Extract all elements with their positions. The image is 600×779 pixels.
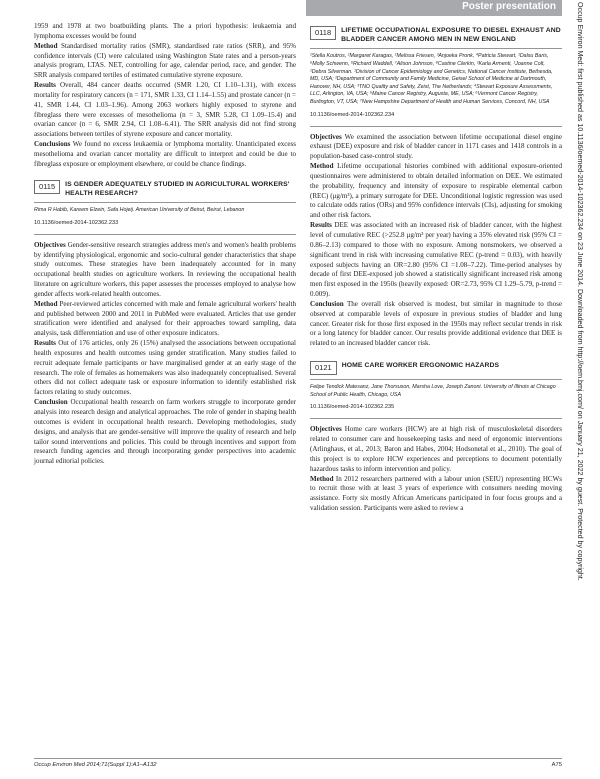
copyright-sidebar	[573, 2, 585, 770]
method-paragraph: Method Standardised mortality ratios (SMR), standardised rate ratios (SRR), and 95% confidence intervals (CI) were calculated using Washington State rates and a person-years analysis program, LTAS. NET, controlling for age, calendar period, race, and gender. The SRR analysis compared tertiles of estimated cumulative styrene exposure.	[34, 41, 296, 80]
footer-journal: Occup Environ Med 2014;71(Suppl 1):A1–A132	[34, 762, 157, 768]
results-paragraph: Results Out of 176 articles, only 26 (15%) analysed the associations between occupational health exposures and health outcomes using gender stratification. Many studies failed to recruit adequate female participants or have marginalised gender at an early stage of the research. The role of females as homemakers was also inadequately conceptualised. Several others did not collect adequate task or exposure information to identify established risk factors relating to study outcomes.	[34, 339, 296, 397]
title-rule	[34, 202, 296, 203]
sidebar-text: Occup Environ Med: first published as 10.1136/oemed-2014-102362.234 on 23 June 2014. Downloaded from http://oem.bmj.com/ on January 21, 2022 by guest. Protected by copyright.	[576, 2, 584, 581]
left-column	[34, 22, 296, 467]
doi-rule	[310, 418, 562, 419]
intro-text: 1959 and 1978 at two boatbuilding plants. The a priori hypothesis: leukaemia and lymphoma excesses would be found	[34, 22, 296, 40]
abstract-authors: Felipe Tendick Matesanz, Jane Thorsuson, Marsha Love, Joseph Zanoni. University of Illinois at Chicago School of Public Health, Chicago, USA	[310, 384, 556, 398]
objectives-paragraph: Objectives We examined the association between lifetime occupational diesel engine exhaust (DEE) exposure and risk of bladder cancer in 1171 cases and 1418 controls in a population-based case-control study.	[310, 132, 562, 161]
doi-rule	[310, 126, 562, 127]
doi-rule	[34, 234, 296, 235]
results-paragraph: Results DEE was associated with an increased risk of bladder cancer, with the highest level of cumulative REC (>252.8 μg/m³ per year) having a 35% elevated risk (95% CI = 0.86–2.13) compared to those with no exposure. Among nonsmokers, we observed a significant trend in risk with increasing cumulative REC (p-trend = 0.03), with heavily exposed subjects having an OR=2.80 (95% CI =1.08–7.22). Time-period analyses by decade of first DEE-exposed job showed a statistically significant increased risk among men first exposed in the 1950s (heavily exposed: OR=2.73, 95% CI 1.29–5.79, p-trend = 0.009).	[310, 221, 563, 299]
abstract-0118-heading	[310, 26, 562, 44]
title-rule	[310, 379, 562, 380]
method-paragraph: Method In 2012 researchers partnered with a labour union (SEIU) representing HCWs to recruit those with at least 3 years of experience with consumers needing moving assistance. Forty six mostly African Americans participated in four focus groups and a validation session. Participants were asked to review a	[310, 474, 563, 513]
conclusion-paragraph: Conclusion Occupational health research on farm workers struggle to incorporate gender analysis into research design and analytical approaches. The role of gender in shaping health outcomes is evident in occupational health research. Developing methodologies, study designs, and analysis that are gender-sensitive will improve the quality of research and help tailor sound interventions and policies. This could be through incentives and support from research funding agencies and through incorporating gender perspectives into academic journal editorial policies.	[34, 398, 296, 466]
abstract-doi: 10.1136/oemed-2014-102362.235	[310, 404, 395, 411]
abstract-doi: 10.1136/oemed-2014-102362.234	[310, 111, 395, 118]
abstract-authors: ¹Stella Koutros, ²Margaret Karagas, ¹Melissa Friesen, ³Anjoeka Pronk, ⁴Patricia Stewart, ¹Dalsu Baris, ⁵Molly Schwenn, ⁶Richard Waddell, ⁷Alison Johnson, ⁸Castine Clerkin, ²Karla Armenti, ¹Joanne Colt, ¹Debra Silverman. ¹Division of Cancer Epidemiology and Genetics, National Cancer Institute, Bethesda, MD, USA; ²Department of Community and Family Medicine, Geisel School of Medicine at Dartmouth, Hanover, NH, USA; ³TNO Quality and Safety, Zeist, The Netherlands; ⁴Stewart Exposure Assessments, LLC, Arlington, VA, USA; ⁵Maine Cancer Registry, Augusta, ME, USA; ⁶Vermont Cancer Registry, Burlington, VT, USA; ⁷New Hampshire Department of Health and Human Services, Concord, NH, USA	[310, 53, 553, 105]
method-paragraph: Method Peer-reviewed articles concerned with male and female agricultural workers' health and published between 2000 and 2011 in PubMed were evaluated. Articles that use gender stratification were identified and analysed for their approaches toward sampling, data analysis, task differentiation and use of other exposure indicators.	[34, 299, 297, 338]
abstract-title: LIFETIME OCCUPATIONAL EXPOSURE TO DIESEL EXHAUST AND BLADDER CANCER AMONG MEN IN NEW ENGLAND	[341, 27, 561, 44]
abstract-0115-heading	[34, 180, 296, 198]
abstract-authors: Rima R Habib, Kareem Elzein, Safa Hojeij. American University of Beirut, Beirut, Lebanon	[34, 207, 245, 214]
footer-page-number: A75	[551, 762, 562, 768]
title-rule	[310, 48, 562, 49]
section-header-bar	[306, 0, 562, 16]
results-paragraph: Results Overall, 484 cancer deaths occurred (SMR 1.20, CI 1.10–1.31), with excess mortality for respiratory cancers (n = 171, SMR 1.33, CI 1.14–1.55) and prostate cancer (n = 41, SMR 1.44, CI 1.03–1.96). Among 2063 workers highly exposed to styrene and fibreglass there were excesses of mesothelioma (n = 3, SMR 5.28, CI 1.09–15.4) and ovarian cancer (n = 6, SMR 2.94, CI 1.08–6.41). The SRR analysis did not find strong associations between tertiles of styrene exposure and cancer mortality.	[34, 81, 296, 139]
page-footer	[34, 758, 562, 768]
objectives-paragraph: Objectives Gender-sensitive research strategies address men's and women's health problems by identifying physiological, ergonomic and socio-cultural gender characteristics that shape study outcomes. These strategies have been inadequately accounted for in many occupational health studies on agriculture workers. In reviewing the occupational health literature on agriculture workers, this paper assesses the processes employed to analyse how gender affects work-related health outcomes.	[34, 240, 297, 298]
abstract-title: IS GENDER ADEQUATELY STUDIED IN AGRICULTURAL WORKERS' HEALTH RESEARCH?	[65, 180, 290, 197]
abstract-number: 0121	[310, 361, 337, 375]
abstract-title: HOME CARE WORKER ERGONOMIC HAZARDS	[341, 362, 500, 370]
conclusions-paragraph: Conclusions We found no excess leukaemia or lymphoma mortality. Unanticipated excess mesothelioma and ovarian cancer mortality are difficult to interpret and could be due to fibreglass exposure or employment elsewhere, or could be chance findings.	[34, 140, 296, 168]
abstract-number: 0115	[34, 180, 60, 194]
abstract-doi: 10.1136/oemed-2014-102362.233	[34, 219, 119, 226]
section-label: Poster presentation	[462, 1, 556, 12]
conclusion-paragraph: Conclusion The overall risk observed is modest, but similar in magnitude to those observed at comparable levels of exposure in previous studies of bladder and lung cancer. Greater risk for those first exposed in the 1950s may reflect secular trends in risk or a long latency for bladder cancer. Our results provide additional evidence that DEE is related to an increased bladder cancer risk.	[310, 299, 563, 348]
objectives-paragraph: Objectives Home care workers (HCW) are at high risk of musculoskeletal disorders related to consumer care and housekeeping tasks and need of ergonomic interventions (Arlinghaus, et al., 2013; Baron and Habes, 2004; Hodsonetal et al., 2010). The goal of this project is to explore HCW experiences and perceptions to document potentially hazardous tasks to inform intervention and policy.	[310, 425, 563, 473]
right-column	[310, 22, 562, 514]
method-paragraph: Method Lifetime occupational histories combined with additional exposure-oriented questionnaires were administered to obtain detailed information on DEE. We estimated the probability, frequency and intensity of exposure to respirable elemental carbon (REC) (μg/m³), a primary surrogate for DEE. Unconditional logistic regression was used to calculate odds ratios (ORs) and 95% confidence intervals (CIs), adjusting for smoking and other risk factors.	[310, 162, 562, 220]
abstract-0121-heading	[310, 361, 562, 375]
abstract-number: 0118	[310, 26, 336, 40]
